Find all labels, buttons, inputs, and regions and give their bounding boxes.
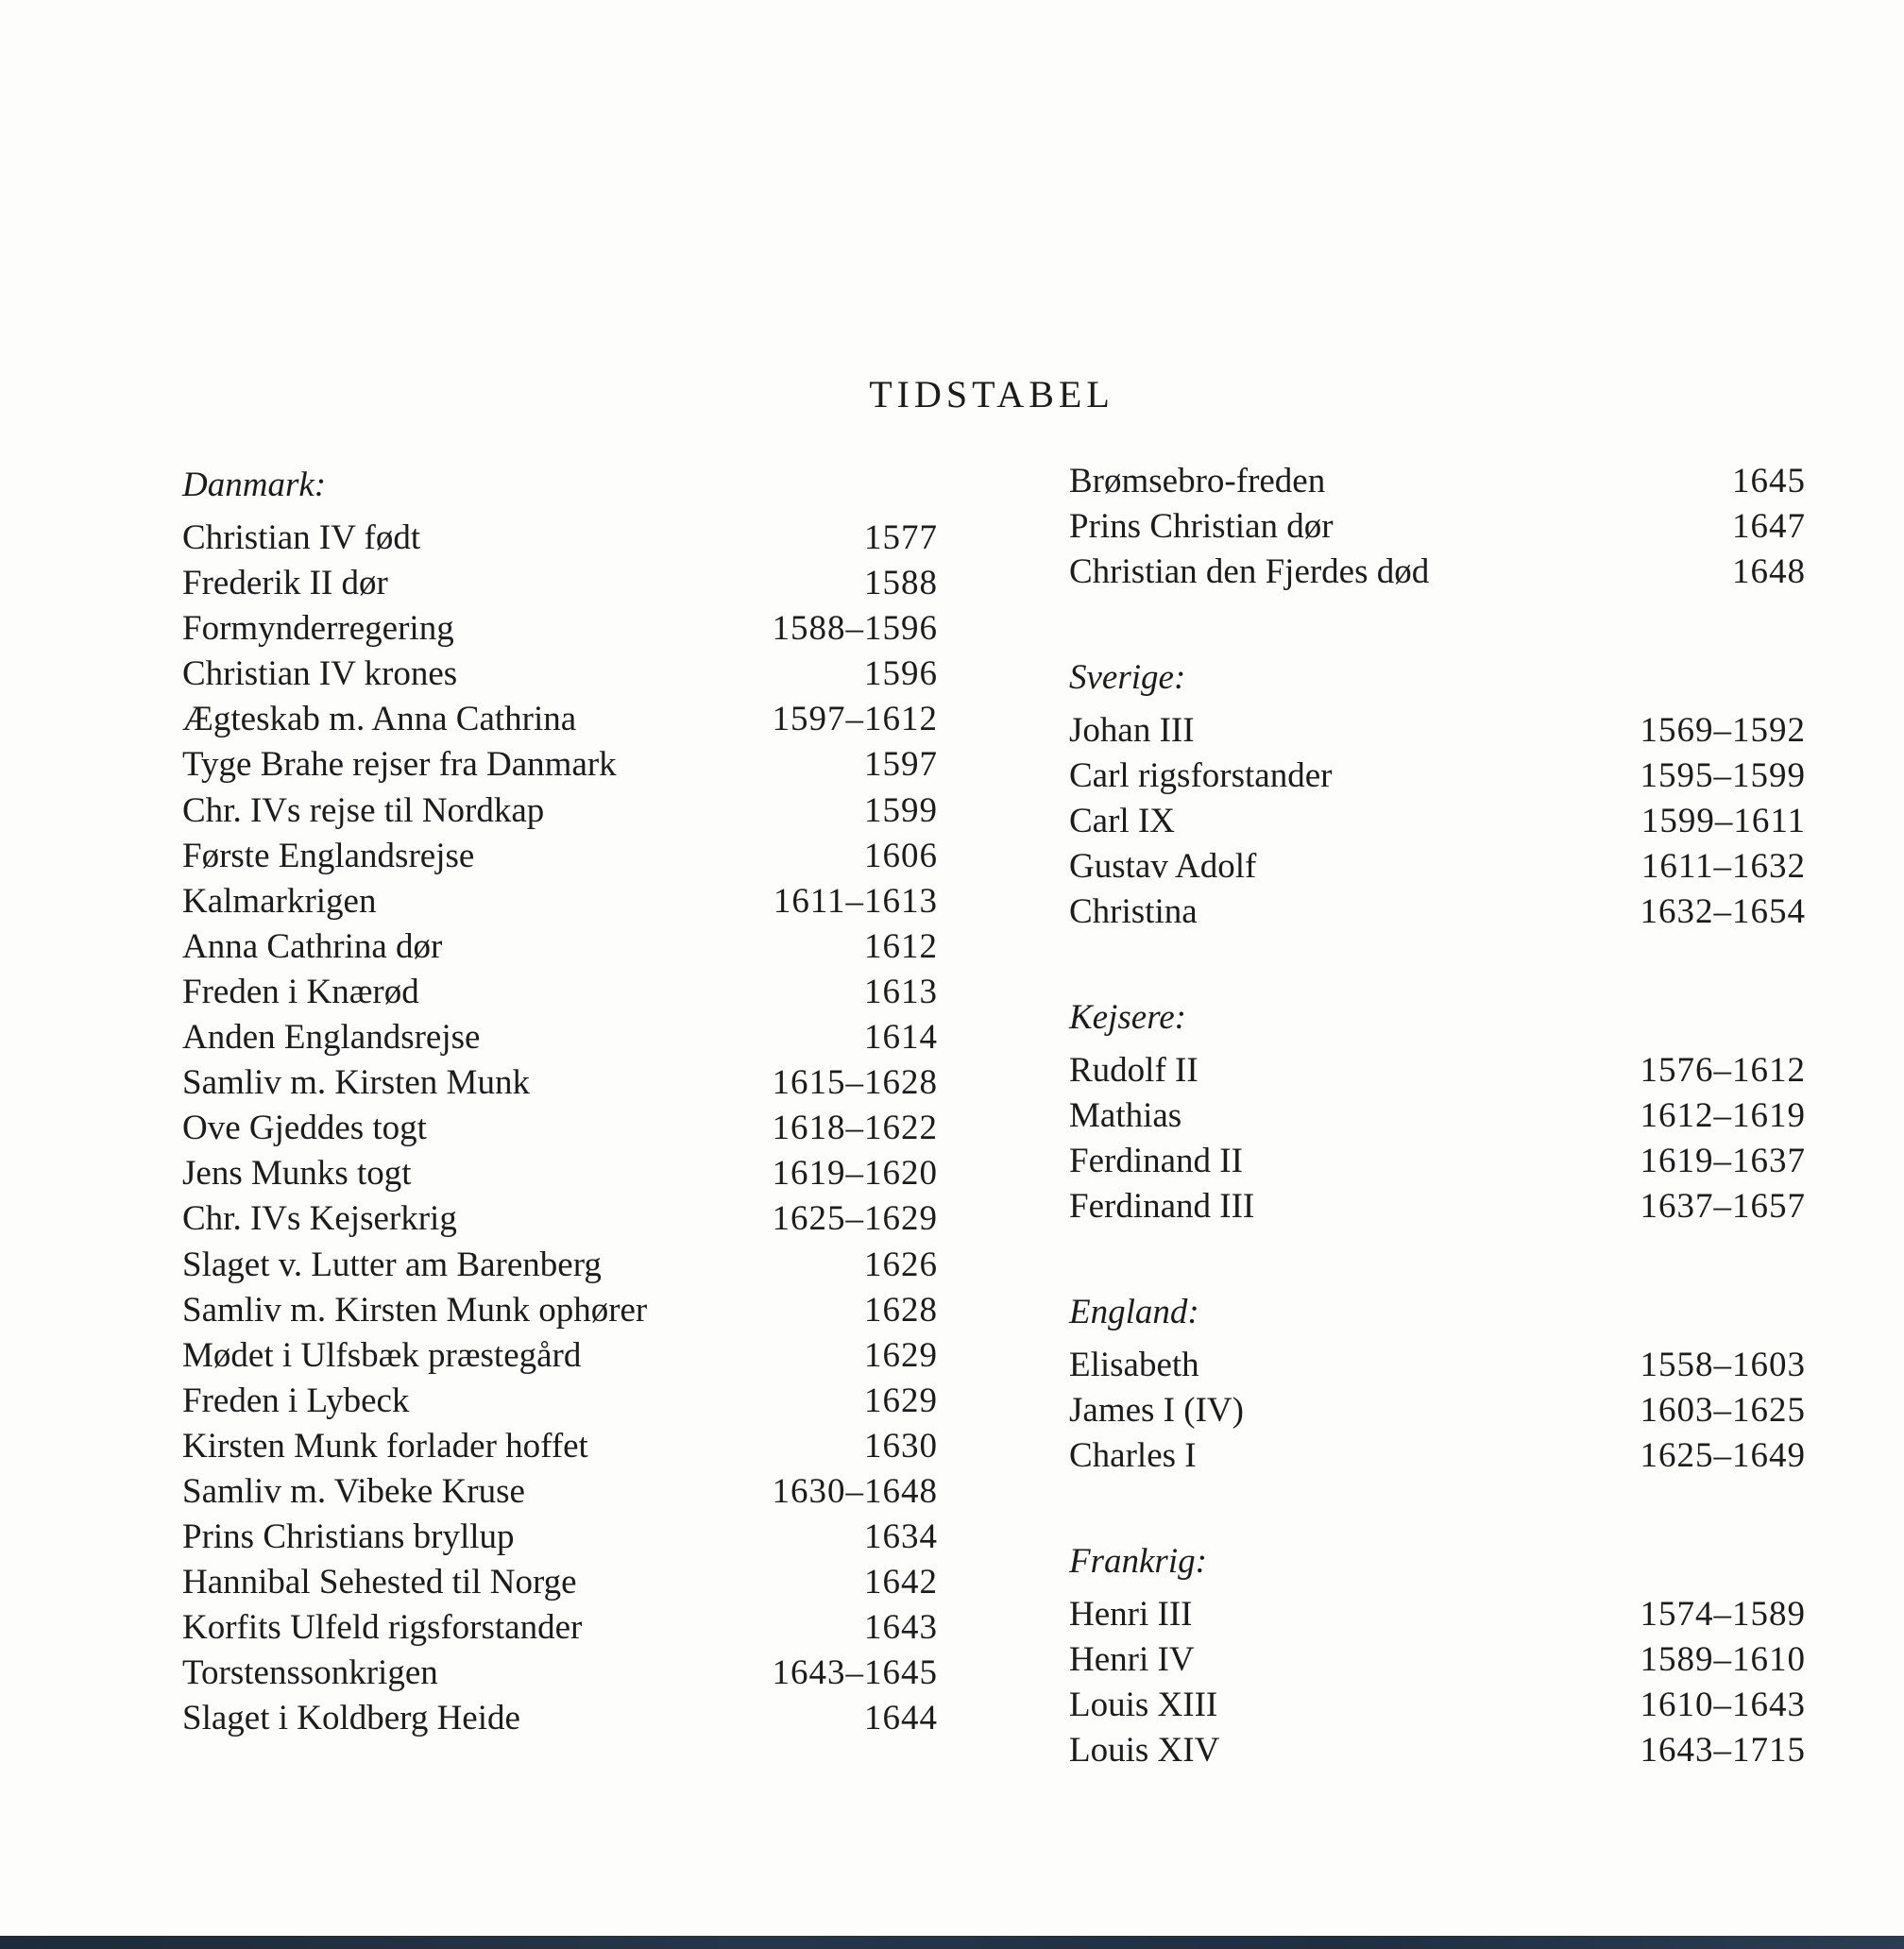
year-value: 1597: [864, 745, 938, 785]
year-value: 1643: [864, 1608, 938, 1648]
timeline-row: [182, 788, 938, 834]
timeline-row: [182, 1015, 938, 1060]
timeline-row: [1069, 708, 1806, 754]
year-value: 1610–1643: [1640, 1686, 1806, 1724]
year-value: 1574–1589: [1640, 1595, 1806, 1634]
timeline-row: [182, 561, 938, 606]
year-value: 1634: [864, 1517, 938, 1557]
year-value: 1603–1625: [1640, 1391, 1806, 1430]
timeline-row: [1069, 1637, 1806, 1683]
timeline-row: [1069, 1592, 1806, 1637]
event-label: Torstenssonkrigen: [182, 1653, 438, 1693]
timeline-row: [1069, 844, 1806, 890]
event-label: Johan III: [1069, 711, 1195, 750]
event-label: Frederik II dør: [182, 564, 388, 603]
timeline-row: [1069, 1093, 1806, 1139]
year-value: 1629: [864, 1335, 938, 1375]
event-label: Carl rigsforstander: [1069, 756, 1333, 795]
year-value: 1625–1629: [772, 1199, 938, 1239]
year-value: 1626: [864, 1245, 938, 1284]
year-value: 1644: [864, 1699, 938, 1738]
event-label: Rudolf II: [1069, 1051, 1198, 1090]
event-label: Louis XIV: [1069, 1731, 1220, 1770]
year-value: 1645: [1732, 462, 1806, 500]
year-value: 1614: [864, 1018, 938, 1058]
timeline-row: [182, 1696, 938, 1741]
timeline-row: [1069, 504, 1806, 550]
timeline-row: [182, 516, 938, 561]
event-label: Gustav Adolf: [1069, 847, 1257, 886]
year-value: 1588–1596: [772, 609, 938, 649]
timeline-row: [1069, 1139, 1806, 1184]
section-heading-england: England:: [1069, 1293, 1199, 1331]
event-label: Freden i Lybeck: [182, 1381, 410, 1420]
event-label: Freden i Knærød: [182, 972, 419, 1011]
year-value: 1612: [864, 926, 938, 966]
event-label: Jens Munks togt: [182, 1154, 412, 1194]
timeline-row: [182, 652, 938, 697]
year-value: 1599–1611: [1640, 802, 1806, 840]
timeline-row: [1069, 1728, 1806, 1773]
timeline-row: [1069, 890, 1806, 935]
timeline-row: [182, 834, 938, 879]
year-value: 1628: [864, 1290, 938, 1330]
event-label: Ferdinand II: [1069, 1142, 1243, 1180]
event-label: Brømsebro-freden: [1069, 462, 1326, 500]
year-value: 1611–1632: [1640, 847, 1806, 886]
event-label: Prins Christians bryllup: [182, 1517, 515, 1557]
year-value: 1648: [1732, 552, 1806, 591]
event-label: Anna Cathrina dør: [182, 926, 443, 966]
timeline-row: [182, 1196, 938, 1242]
timeline-row: [182, 1060, 938, 1106]
year-value: 1595–1599: [1640, 756, 1806, 795]
year-value: 1606: [864, 836, 938, 875]
event-label: Kalmarkrigen: [182, 881, 377, 921]
event-label: Samliv m. Kirsten Munk: [182, 1063, 530, 1103]
year-value: 1569–1592: [1640, 711, 1806, 750]
event-label: Samliv m. Vibeke Kruse: [182, 1471, 525, 1511]
event-label: Slaget v. Lutter am Barenberg: [182, 1245, 602, 1284]
year-value: 1619–1620: [772, 1154, 938, 1194]
year-value: 1630: [864, 1426, 938, 1466]
timeline-row: [182, 697, 938, 742]
year-value: 1647: [1732, 507, 1806, 546]
year-value: 1629: [864, 1381, 938, 1420]
year-value: 1599: [864, 790, 938, 830]
year-value: 1597–1612: [772, 700, 938, 739]
timeline-row: [182, 1243, 938, 1288]
timeline-row: [1069, 1184, 1806, 1229]
timeline-row: [182, 1469, 938, 1515]
page-bottom-edge: [0, 1936, 1904, 1949]
event-label: Ove Gjeddes togt: [182, 1109, 427, 1148]
year-value: 1625–1649: [1640, 1436, 1806, 1475]
event-label: Charles I: [1069, 1436, 1197, 1475]
year-value: 1613: [864, 972, 938, 1011]
year-value: 1630–1648: [772, 1471, 938, 1511]
event-label: Christian IV født: [182, 518, 421, 557]
timeline-row: [182, 1379, 938, 1424]
section-heading-kejsere: Kejsere:: [1069, 998, 1186, 1037]
section-spacer: [1069, 935, 1806, 995]
timeline-row: [182, 742, 938, 788]
timeline-row: [182, 924, 938, 970]
year-value: 1558–1603: [1640, 1346, 1806, 1384]
event-label: Chr. IVs Kejserkrig: [182, 1199, 457, 1239]
year-value: 1577: [864, 518, 938, 557]
event-label: Henri IV: [1069, 1640, 1195, 1679]
event-label: Christian IV krones: [182, 654, 458, 694]
timeline-row: [182, 1333, 938, 1379]
event-label: James I (IV): [1069, 1391, 1244, 1430]
timeline-row: [182, 879, 938, 924]
year-value: 1632–1654: [1640, 892, 1806, 931]
timeline-row: [1069, 799, 1806, 844]
timeline-row: [182, 1651, 938, 1696]
timeline-row: [182, 1151, 938, 1196]
timeline-row: [1069, 1683, 1806, 1728]
event-label: Prins Christian dør: [1069, 507, 1334, 546]
event-label: Første Englandsrejse: [182, 836, 475, 875]
event-label: Elisabeth: [1069, 1346, 1199, 1384]
timeline-row: [182, 1560, 938, 1605]
event-label: Hannibal Sehested til Norge: [182, 1563, 577, 1602]
timeline-row: [1069, 1388, 1806, 1433]
event-label: Carl IX: [1069, 802, 1175, 840]
timeline-row: [1069, 459, 1806, 504]
event-label: Christina: [1069, 892, 1198, 931]
year-value: 1576–1612: [1640, 1051, 1806, 1090]
timeline-row: [1069, 1048, 1806, 1093]
year-value: 1637–1657: [1640, 1187, 1806, 1226]
event-label: Chr. IVs rejse til Nordkap: [182, 790, 545, 830]
section-heading-danmark: Danmark:: [182, 466, 327, 504]
event-label: Ægteskab m. Anna Cathrina: [182, 700, 577, 739]
event-label: Tyge Brahe rejser fra Danmark: [182, 745, 617, 785]
year-value: 1615–1628: [772, 1063, 938, 1103]
timeline-row: [182, 1515, 938, 1560]
section-spacer: [1069, 595, 1806, 655]
timeline-left-column: [182, 463, 938, 1742]
event-label: Ferdinand III: [1069, 1187, 1255, 1226]
event-label: Mødet i Ulfsbæk præstegård: [182, 1335, 582, 1375]
year-value: 1619–1637: [1640, 1142, 1806, 1180]
year-value: 1611–1613: [773, 881, 938, 921]
year-value: 1643–1715: [1640, 1731, 1806, 1770]
year-value: 1643–1645: [772, 1653, 938, 1693]
timeline-row: [1069, 1433, 1806, 1479]
year-value: 1588: [864, 564, 938, 603]
page-title: TIDSTABEL: [869, 373, 1114, 415]
timeline-right-column: [1069, 459, 1806, 1773]
timeline-row: [182, 606, 938, 652]
timeline-row: [1069, 1343, 1806, 1388]
section-spacer: [1069, 1479, 1806, 1539]
timeline-row: [182, 1288, 938, 1333]
year-value: 1596: [864, 654, 938, 694]
event-label: Mathias: [1069, 1096, 1182, 1135]
event-label: Louis XIII: [1069, 1686, 1218, 1724]
timeline-row: [182, 1106, 938, 1151]
year-value: 1589–1610: [1640, 1640, 1806, 1679]
event-label: Formynderregering: [182, 609, 454, 649]
timeline-row: [182, 1605, 938, 1651]
timeline-row: [182, 1424, 938, 1469]
year-value: 1642: [864, 1563, 938, 1602]
timeline-row: [1069, 754, 1806, 799]
event-label: Korfits Ulfeld rigsforstander: [182, 1608, 583, 1648]
event-label: Anden Englandsrejse: [182, 1018, 481, 1058]
event-label: Henri III: [1069, 1595, 1193, 1634]
section-spacer: [1069, 1229, 1806, 1290]
section-heading-frankrig: Frankrig:: [1069, 1542, 1207, 1581]
timeline-row: [182, 970, 938, 1015]
section-heading-sverige: Sverige:: [1069, 658, 1186, 697]
year-value: 1618–1622: [772, 1109, 938, 1148]
event-label: Kirsten Munk forlader hoffet: [182, 1426, 588, 1466]
event-label: Samliv m. Kirsten Munk ophører: [182, 1290, 648, 1330]
year-value: 1612–1619: [1640, 1096, 1806, 1135]
timeline-row: [1069, 550, 1806, 595]
event-label: Christian den Fjerdes død: [1069, 552, 1430, 591]
event-label: Slaget i Koldberg Heide: [182, 1699, 520, 1738]
